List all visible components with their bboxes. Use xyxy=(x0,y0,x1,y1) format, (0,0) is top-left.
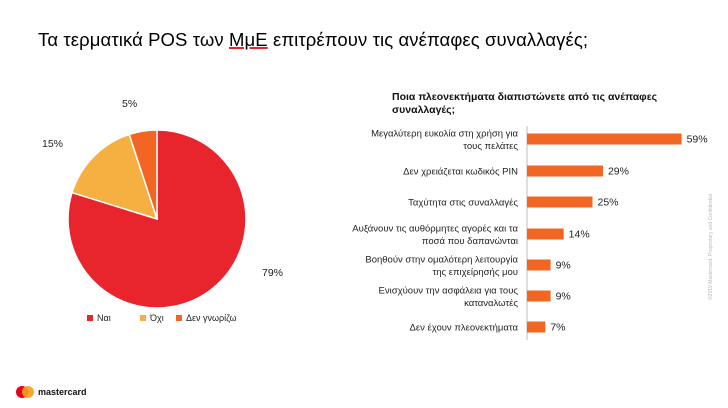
pie-legend-label-1: Ναι xyxy=(97,313,111,323)
title-underlined-term: ΜμΕ xyxy=(229,29,268,50)
logo-text: mastercard xyxy=(38,387,87,397)
bar-category-label-4-line-1: Αυξάνουν τις αυθόρμητες αγορές και τα xyxy=(352,223,518,235)
pie-legend-label-2: Όχι xyxy=(150,313,164,323)
bar-category-label-5-line-2: της επιχείρησής μου xyxy=(432,266,518,278)
bar-2 xyxy=(527,166,603,177)
bar-value-label-6: 9% xyxy=(555,290,571,303)
pie-legend-swatch-3 xyxy=(176,315,182,321)
pie-value-label-3: 5% xyxy=(122,98,138,110)
bar-category-label-1-line-1: Μεγαλύτερη ευκολία στη χρήση για xyxy=(371,128,518,140)
bar-value-label-5: 9% xyxy=(555,259,571,272)
bar-4 xyxy=(527,229,564,240)
pie-value-label-1: 79% xyxy=(262,267,284,279)
mastercard-logo xyxy=(16,386,87,398)
bar-value-label-3: 25% xyxy=(597,196,619,209)
bar-value-label-4: 14% xyxy=(568,228,590,241)
pie-value-label-2: 15% xyxy=(42,138,64,150)
bar-category-label-1-line-2: τους πελάτες xyxy=(463,140,518,152)
bar-category-label-3-line-1: Ταχύτητα στις συναλλαγές xyxy=(408,197,518,209)
bar-5 xyxy=(527,260,551,271)
bar-category-label-7-line-1: Δεν έχουν πλεονεκτήματα xyxy=(409,322,518,334)
bar-value-label-2: 29% xyxy=(607,165,629,178)
bar-category-label-6-line-1: Ενισχύουν την ασφάλεια για τους xyxy=(378,285,518,297)
bar-1 xyxy=(527,134,682,145)
pie-legend-swatch-2 xyxy=(140,315,146,321)
pie-legend-swatch-1 xyxy=(87,315,93,321)
bar-category-label-2-line-1: Δεν χρειάζεται κωδικός PIN xyxy=(403,166,518,178)
bar-category-label-6-line-2: καταναλωτές xyxy=(464,297,518,309)
bar-3 xyxy=(527,197,593,208)
bar-value-label-1: 59% xyxy=(686,133,708,146)
bar-7 xyxy=(527,322,545,333)
copyright-note: ©2019 Mastercard. Proprietary and Confidential xyxy=(708,194,714,300)
pie-legend-label-3: Δεν γνωρίζω xyxy=(186,313,237,323)
mastercard-circles-icon xyxy=(16,386,34,398)
page-title: Τα τερματικά POS των ΜμΕ επιτρέπουν τις ανέπαφες συναλλαγές; xyxy=(38,29,589,50)
bar-category-label-5-line-1: Βοηθούν στην ομαλότερη λειτουργία xyxy=(365,254,518,266)
bar-chart-title: Ποια πλεονεκτήματα διαπιστώνετε από τις ανέπαφες συναλλαγές; xyxy=(392,91,658,116)
bar-value-label-7: 7% xyxy=(550,321,566,334)
bar-6 xyxy=(527,291,551,302)
bar-category-label-4-line-2: ποσά που δαπανώνται xyxy=(421,235,518,247)
